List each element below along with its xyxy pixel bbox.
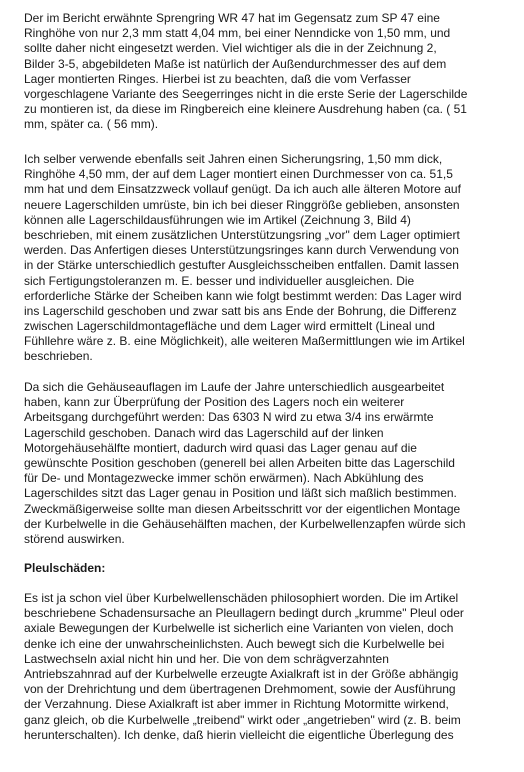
text-line: der Kurbelwelle in die Gehäusehälften machen, der Kurbelwellenzapfen würde sich xyxy=(24,516,466,531)
text-line: für De- und Montagezwecke immer schön erwärmen). Nach Abkühlung des xyxy=(24,471,424,486)
text-line: störend auswirken. xyxy=(24,531,125,546)
text-line: von der Drehrichtung und dem übertragenen Drehmoment, sowie der Ausführung xyxy=(24,682,456,697)
paragraph-pleulschaeden xyxy=(24,591,506,743)
text-line: neuere Lagerschilden umrüste, bin ich bei dieser Ringgröße geblieben, ansonsten xyxy=(24,197,460,212)
text-line: zu montieren ist, da diese im Ringbereich eine kleinere Ausdrehung haben (ca. ( 51 xyxy=(24,102,467,117)
text-line: mm, später ca. ( 56 mm). xyxy=(24,117,159,132)
text-line: Lagerschildes sitzt das Lager genau in Position und läßt sich maßlich bestimmen. xyxy=(24,486,457,501)
text-line: vorgeschlagene Variante des Seegerringes nicht in die erste Serie der Lagerschilde xyxy=(24,86,468,101)
text-line: Arbeitsgang durchgeführt werden: Das 6303 N wird zu etwa 3/4 ins erwärmte xyxy=(24,410,434,425)
text-line: Ringhöhe 4,50 mm, der auf dem Lager montiert einen Durchmesser von ca. 51,5 xyxy=(24,167,453,182)
text-line: Fühllehre wäre z. B. eine Möglichkeit), alle weiteren Maßermittlungen wie im Artikel xyxy=(24,334,465,349)
text-line: ganz gleich, ob die Kurbelwelle „treibend" wirkt oder „angetrieben" wird (z. B. beim xyxy=(24,712,461,727)
text-line: der Verzahnung. Diese Axialkraft ist aber immer in Richtung Motormitte wirkend, xyxy=(24,697,449,712)
text-line: Da sich die Gehäuseauflagen im Laufe der Jahre unterschiedlich ausgearbeitet xyxy=(24,380,445,394)
text-line: Lager montierten Ringes. Hierbei ist zu beachten, daß die vom Verfasser xyxy=(24,71,411,86)
text-line: beschrieben. xyxy=(24,349,93,364)
text-line: Zweckmäßigerweise sollte man diesen Arbeitsschritt vor der eigentlichen Montage xyxy=(24,501,461,516)
paragraph-sicherungsring xyxy=(24,152,506,365)
text-line: mm hat und dem Einsatzzweck vollauf genügt. Da ich auch alle älteren Motore auf xyxy=(24,182,461,197)
section-heading-pleulschaeden: Pleulschäden: xyxy=(24,561,106,575)
text-line: Bilder 3-5, abgebildeten Maße ist natürlich der Außendurchmesser des auf dem xyxy=(24,56,447,71)
text-line: ins Lagerschild geschoben und zwar satt bis ans Ende der Bohrung, die Differenz xyxy=(24,303,457,318)
paragraph-sprengring xyxy=(24,11,506,133)
text-line: Lastwechseln axial nicht hin und her. Die von dem schrägverzahnten xyxy=(24,651,389,666)
text-line: sollte daher nicht eingesetzt werden. Viel wichtiger als die in der Zeichnung 2, xyxy=(24,41,437,56)
text-line: gewünschte Position geschoben (generell bei allen Arbeiten bitte das Lagerschild xyxy=(24,455,455,470)
text-line: Der im Bericht erwähnte Sprengring WR 47 hat im Gegensatz zum SP 47 eine xyxy=(24,11,440,25)
text-line: zwischen Lagerschildmontagefläche und dem Lager wird ermittelt (Lineal und xyxy=(24,319,435,334)
text-line: beschrieben, mit einem zusätzlichen Unterstützungsring „vor" dem Lager optimiert xyxy=(24,227,460,242)
text-line: sich Fertigungstoleranzen m. E. besser und individueller ausgleichen. Die xyxy=(24,273,415,288)
text-line: werden. Das Anfertigen dieses Unterstützungsringes kann durch Verwendung von xyxy=(24,243,459,258)
text-line: Ringhöhe von nur 2,3 mm statt 4,04 mm, bei einer Nenndicke von 1,50 mm, und xyxy=(24,26,451,41)
text-line: Motorgehäusehälfte montiert, dadurch wird quasi das Lager genau auf die xyxy=(24,440,417,455)
text-line: denke ich eine der unwahrscheinlichsten. Auch bewegt sich die Kurbelwelle bei xyxy=(24,636,445,651)
text-line: axiale Bewegungen der Kurbelwelle ist sicherlich eine Varianten von vielen, doch xyxy=(24,621,454,636)
text-line: Antriebszahnrad auf der Kurbelwelle erzeugte Axialkraft ist in der Größe abhängig xyxy=(24,666,459,681)
text-line: herunterschalten). Ich denke, daß hierin vielleicht die eigentliche Überlegung des xyxy=(24,727,454,742)
text-line: können alle Lagerschildausführungen wie im Artikel (Zeichnung 3, Bild 4) xyxy=(24,212,411,227)
text-line: beschriebene Schadensursache an Pleullagern bedingt durch „krumme" Pleul oder xyxy=(24,606,464,621)
text-line: Ich selber verwende ebenfalls seit Jahren einen Sicherungsring, 1,50 mm dick, xyxy=(24,152,443,166)
text-line: erforderliche Stärke der Scheiben kann wie folgt bestimmt werden: Das Lager wird xyxy=(24,288,462,303)
text-line: Es ist ja schon viel über Kurbelwellenschäden philosophiert worden. Die im Artikel xyxy=(24,591,459,605)
text-line: in der Stärke unterschiedlich gestufter Ausgleichsscheiben entfallen. Damit lassen xyxy=(24,258,459,273)
text-line: haben, kann zur Überprüfung der Position des Lagers noch ein weiterer xyxy=(24,395,405,410)
text-line: Lagerschild geschoben. Danach wird das Lagerschild auf der linken xyxy=(24,425,384,440)
paragraph-gehaeuseauflagen xyxy=(24,380,506,547)
